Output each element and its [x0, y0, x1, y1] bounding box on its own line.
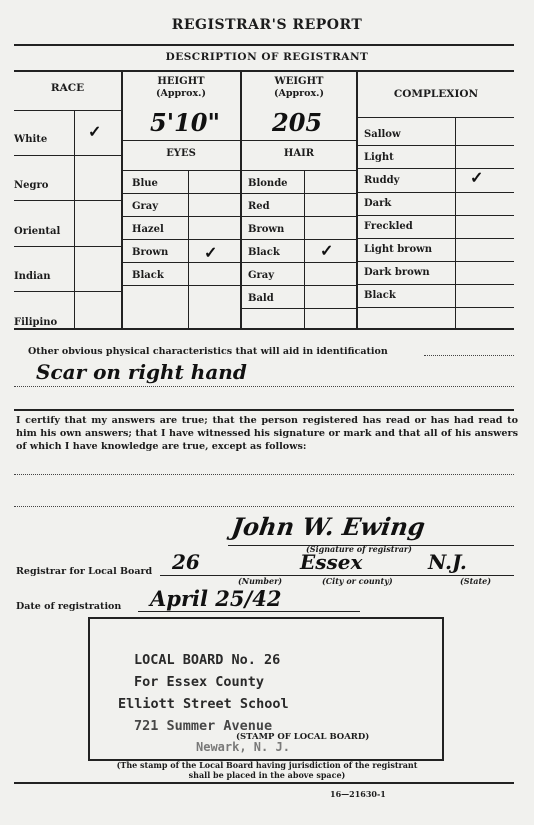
description-subtitle: DESCRIPTION OF REGISTRANT [165, 51, 369, 63]
dotted-line [424, 355, 514, 356]
race-oriental-label: Oriental [14, 226, 61, 237]
weight-approx: (Approx.) [274, 88, 324, 99]
local-board-number: 26 [172, 550, 200, 574]
race-heading: RACE [50, 82, 85, 94]
dotted-line [14, 474, 514, 475]
grid-rule [358, 215, 514, 216]
stamp-line-5: Newark, N. J. [196, 740, 290, 754]
complexion-black-label: Black [364, 290, 396, 301]
grid-rule [358, 145, 514, 146]
eyes-brown-check: ✓ [204, 243, 218, 262]
grid-rule [122, 285, 356, 286]
stamp-line-4: 721 Summer Avenue [134, 718, 273, 734]
eyes-black-label: Black [132, 270, 164, 281]
complexion-dark-brown-label: Dark brown [364, 267, 430, 278]
grid-rule [242, 308, 356, 309]
complexion-heading: COMPLEXION [393, 88, 479, 100]
date-of-registration-label: Date of registration [16, 601, 122, 612]
hair-brown-label: Brown [248, 224, 285, 235]
eyes-hazel-label: Hazel [132, 224, 164, 235]
stamp-line-2: For Essex County [134, 674, 265, 690]
grid-bottom-rule [14, 328, 514, 330]
height-heading: HEIGHT [157, 76, 205, 87]
grid-rule [122, 170, 356, 171]
height-approx: (Approx.) [156, 88, 206, 99]
grid-rule [14, 246, 121, 247]
dotted-line [14, 386, 514, 387]
stamp-line-3: Elliott Street School [118, 696, 289, 712]
state-caption: (State) [460, 576, 492, 586]
grid-rule [358, 117, 514, 118]
section-rule [14, 409, 514, 411]
complexion-ruddy-check: ✓ [470, 168, 484, 187]
local-board-state: N.J. [428, 550, 467, 574]
hair-gray-label: Gray [248, 270, 275, 281]
height-value: 5'10" [150, 108, 220, 137]
subtitle-rule [14, 70, 514, 72]
grid-divider [74, 110, 75, 328]
grid-rule [14, 155, 121, 156]
eyes-blue-label: Blue [132, 178, 158, 189]
grid-rule [14, 291, 121, 292]
grid-rule [358, 168, 514, 169]
complexion-light-brown-label: Light brown [364, 244, 433, 255]
weight-value: 205 [272, 108, 323, 137]
grid-rule [122, 193, 356, 194]
bottom-rule [14, 782, 514, 784]
report-title: REGISTRAR'S REPORT [171, 17, 363, 33]
hair-bald-label: Bald [248, 293, 274, 304]
hair-heading: HAIR [283, 148, 315, 159]
grid-rule [122, 262, 356, 263]
stamp-line-1: LOCAL BOARD No. 26 [134, 652, 281, 668]
physical-characteristics-label: Other obvious physical characteristics that will aid in identification [28, 346, 388, 357]
complexion-light-label: Light [364, 152, 394, 163]
signature-caption: (Signature of registrar) [306, 544, 412, 554]
local-board-county: Essex [300, 550, 363, 574]
grid-divider [240, 72, 242, 328]
grid-rule [358, 238, 514, 239]
race-white-label: White [14, 134, 48, 145]
date-of-registration-value: April 25/42 [150, 586, 282, 611]
grid-rule [358, 284, 514, 285]
complexion-ruddy-label: Ruddy [364, 175, 400, 186]
physical-characteristics-value: Scar on right hand [36, 360, 247, 384]
grid-divider [356, 72, 358, 328]
hair-blonde-label: Blonde [248, 178, 288, 189]
county-caption: (City or county) [322, 576, 393, 586]
stamp-note-line-1: (The stamp of the Local Board having jurisdiction of the registrant [116, 760, 418, 770]
race-white-check: ✓ [88, 122, 102, 141]
title-rule [14, 44, 514, 46]
weight-heading: WEIGHT [274, 76, 324, 87]
complexion-dark-label: Dark [364, 198, 392, 209]
hair-red-label: Red [248, 201, 270, 212]
race-filipino-label: Filipino [14, 317, 58, 328]
grid-rule [122, 239, 356, 240]
grid-rule [358, 307, 514, 308]
complexion-freckled-label: Freckled [364, 221, 413, 232]
grid-rule [122, 140, 356, 141]
complexion-sallow-label: Sallow [364, 129, 401, 140]
registrar-signature: John W. Ewing [229, 512, 427, 541]
grid-rule [358, 261, 514, 262]
certification-text: I certify that my answers are true; that the person registered has read or has had read to him his own answers; that I have witnessed his signature or mark and that all of his answers of which I have knowledge are true, except as follows: [16, 415, 518, 452]
dotted-line [14, 506, 514, 507]
grid-rule [122, 216, 356, 217]
race-negro-label: Negro [14, 180, 49, 191]
eyes-brown-label: Brown [132, 247, 169, 258]
hair-black-check: ✓ [320, 241, 334, 260]
stamp-caption: (STAMP OF LOCAL BOARD) [236, 732, 370, 742]
eyes-gray-label: Gray [132, 201, 159, 212]
form-number: 16—21630-1 [330, 789, 386, 799]
hair-black-label: Black [248, 247, 280, 258]
date-line [138, 611, 360, 612]
grid-rule [358, 192, 514, 193]
race-indian-label: Indian [14, 271, 51, 282]
eyes-heading: EYES [166, 148, 196, 159]
grid-rule [14, 200, 121, 201]
grid-divider [121, 72, 123, 328]
local-board-label: Registrar for Local Board [16, 566, 153, 577]
stamp-note-line-2: shall be placed in the above space) [188, 770, 346, 780]
grid-rule [14, 110, 121, 111]
grid-divider [455, 117, 456, 328]
number-caption: (Number) [238, 576, 283, 586]
